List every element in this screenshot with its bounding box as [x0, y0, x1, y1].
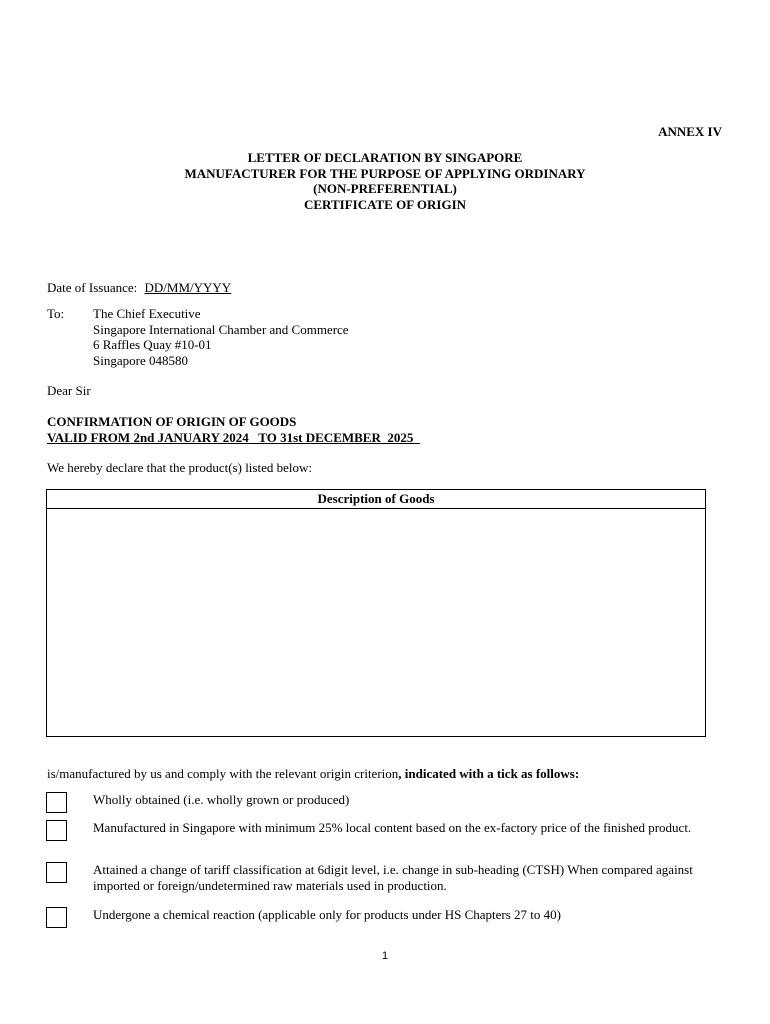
- confirmation-title: CONFIRMATION OF ORIGIN OF GOODS: [47, 414, 297, 429]
- date-label: Date of Issuance:: [47, 280, 138, 295]
- valid-from-field[interactable]: 2nd JANUARY 2024: [130, 429, 253, 445]
- valid-prefix: VALID FROM: [47, 429, 131, 445]
- valid-mid: TO 31st DECEMBER: [252, 429, 381, 445]
- criterion-text: [47, 766, 579, 782]
- checkbox-chemical-reaction[interactable]: [46, 907, 67, 928]
- goods-description-field[interactable]: [47, 509, 705, 737]
- recipient-label: To:: [47, 306, 65, 321]
- criterion-main: is/manufactured by us and comply with the relevant origin criterion: [47, 766, 399, 781]
- validity-line: [47, 430, 420, 446]
- option-label: Manufactured in Singapore with minimum 25% local content based on the ex-factory price of the finished product.: [93, 820, 692, 835]
- title-line-4: CERTIFICATE OF ORIGIN: [303, 196, 467, 212]
- checkbox-tariff-change[interactable]: [46, 862, 67, 883]
- option-label: Undergone a chemical reaction (applicable only for products under HS Chapters 27 to 40): [93, 907, 561, 922]
- page-number: 1: [381, 950, 389, 962]
- salutation: Dear Sir: [47, 383, 91, 398]
- title-line-2: MANUFACTURER FOR THE PURPOSE OF APPLYING ORDINARY: [184, 165, 586, 181]
- date-value-field[interactable]: DD/MM/YYYY: [144, 280, 232, 295]
- recipient-line-2: Singapore International Chamber and Commerce: [93, 321, 349, 337]
- recipient-address: [93, 306, 349, 368]
- confirmation-heading: [47, 414, 420, 445]
- option-label: Wholly obtained (i.e. wholly grown or produced): [93, 792, 350, 807]
- goods-table: [46, 489, 706, 737]
- recipient-line-4: Singapore 048580: [93, 352, 188, 368]
- valid-to-field[interactable]: 2025: [380, 429, 420, 445]
- criterion-emphasis: , indicated with a tick as follows:: [398, 766, 580, 781]
- goods-table-header: Description of Goods: [47, 490, 705, 509]
- option-label: Attained a change of tariff classification at 6digit level, i.e. change in sub-heading (CTSH) When compared against imported or foreign/undetermined raw materials used in production.: [93, 862, 693, 893]
- title-line-1: LETTER OF DECLARATION BY SINGAPORE: [247, 150, 523, 165]
- recipient-line-1: The Chief Executive: [93, 306, 201, 321]
- checkbox-local-content[interactable]: [46, 820, 67, 841]
- annex-label: ANNEX IV: [658, 124, 722, 139]
- recipient-line-3: 6 Raffles Quay #10-01: [93, 337, 212, 352]
- declaration-text: We hereby declare that the product(s) listed below:: [47, 460, 312, 475]
- title-line-3: (NON-PREFERENTIAL): [313, 181, 457, 196]
- document-title: [0, 150, 770, 212]
- checkbox-wholly-obtained[interactable]: [46, 792, 67, 813]
- date-of-issuance: [47, 280, 234, 296]
